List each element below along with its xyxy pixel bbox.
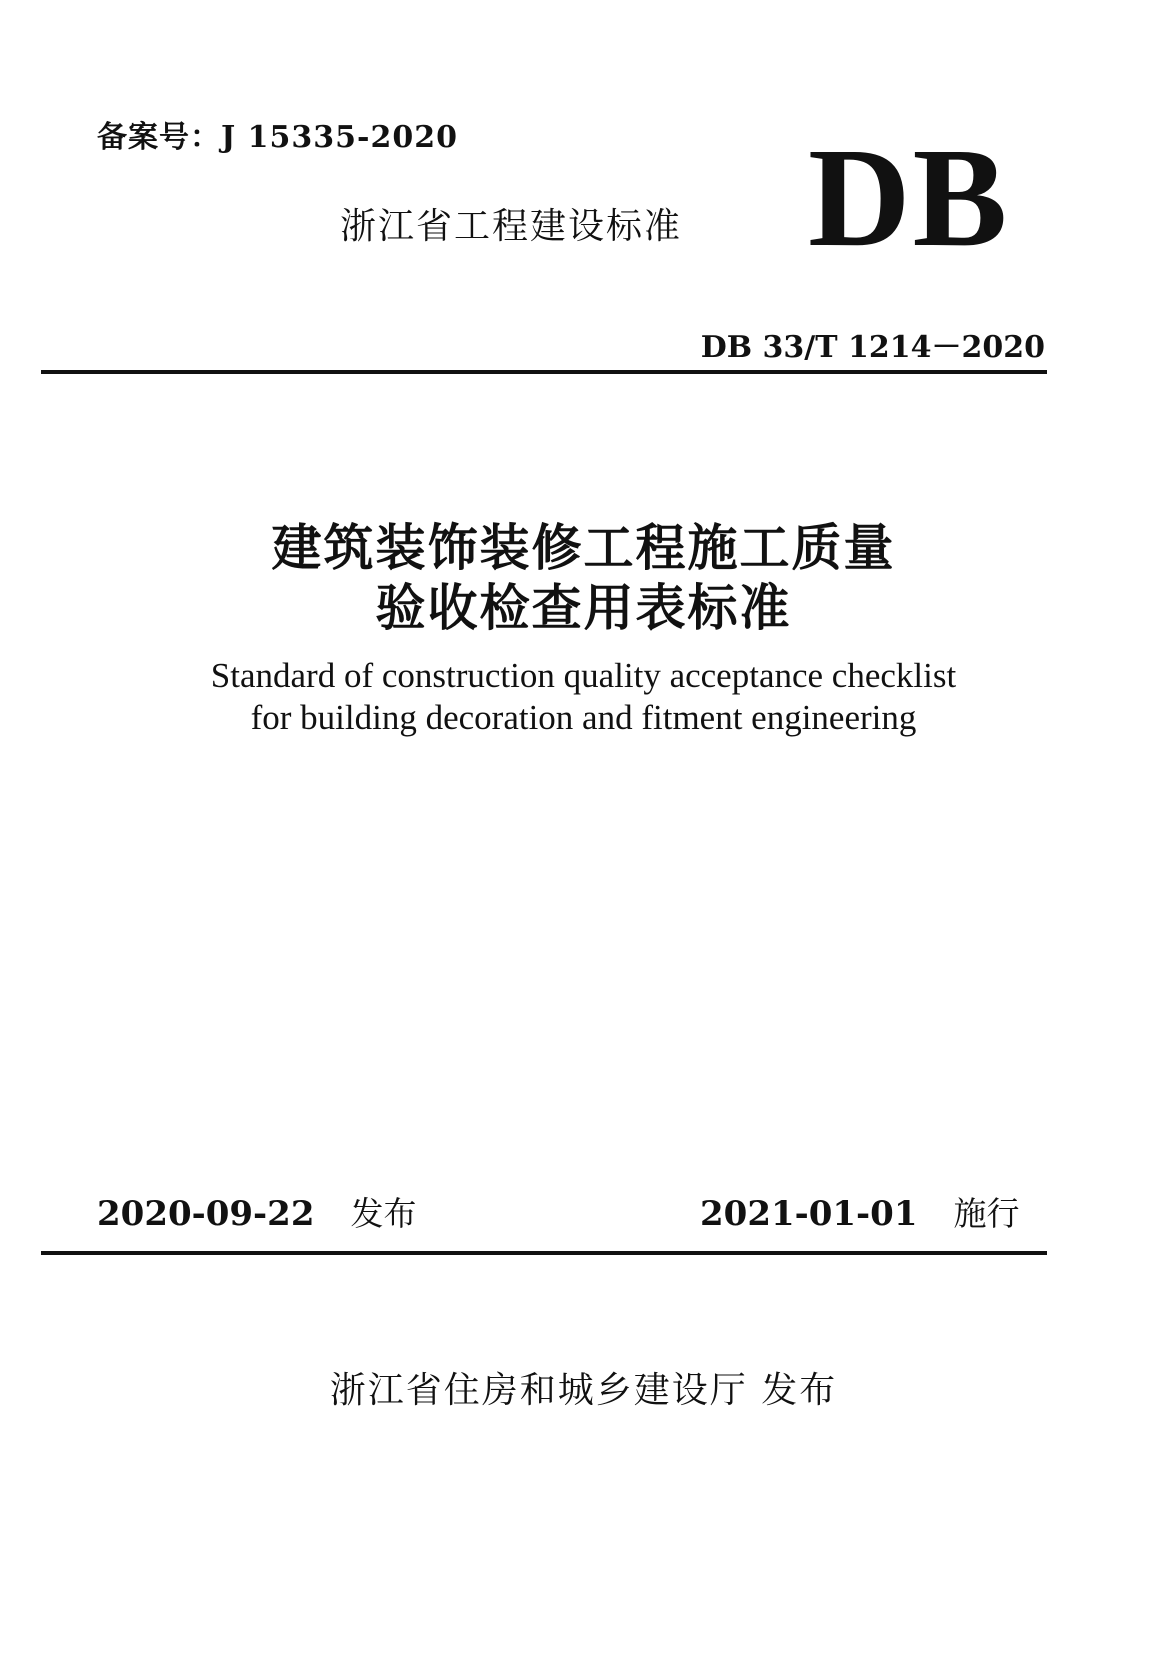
db-mark: DB: [808, 118, 1010, 276]
standard-number: DB 33/T 1214－2020: [700, 330, 1045, 365]
top-divider: [41, 370, 1047, 374]
issue-label: 发布: [350, 1194, 417, 1233]
chinese-title: [0, 518, 1167, 638]
issue-date-block: [97, 1188, 416, 1235]
effective-label: 施行: [953, 1194, 1020, 1233]
province-standard-label: 浙江省工程建设标准: [340, 206, 683, 247]
english-title-line-2: for building decoration and fitment engineering: [250, 698, 917, 737]
effective-date: 2021-01-01: [700, 1194, 918, 1234]
english-title-line-1: Standard of construction quality acceptance checklist: [210, 656, 957, 695]
chinese-title-line-2: 验收检查用表标准: [375, 578, 792, 637]
issue-date: 2020-09-22: [97, 1194, 315, 1234]
issuing-authority: 浙江省住房和城乡建设厅 发布: [329, 1370, 838, 1411]
english-title: [0, 655, 1167, 739]
bottom-divider: [41, 1251, 1047, 1255]
chinese-title-line-1: 建筑装饰装修工程施工质量: [271, 518, 896, 577]
filing-number: 备案号：J 15335-2020: [97, 120, 458, 155]
effective-date-block: [700, 1188, 1019, 1235]
